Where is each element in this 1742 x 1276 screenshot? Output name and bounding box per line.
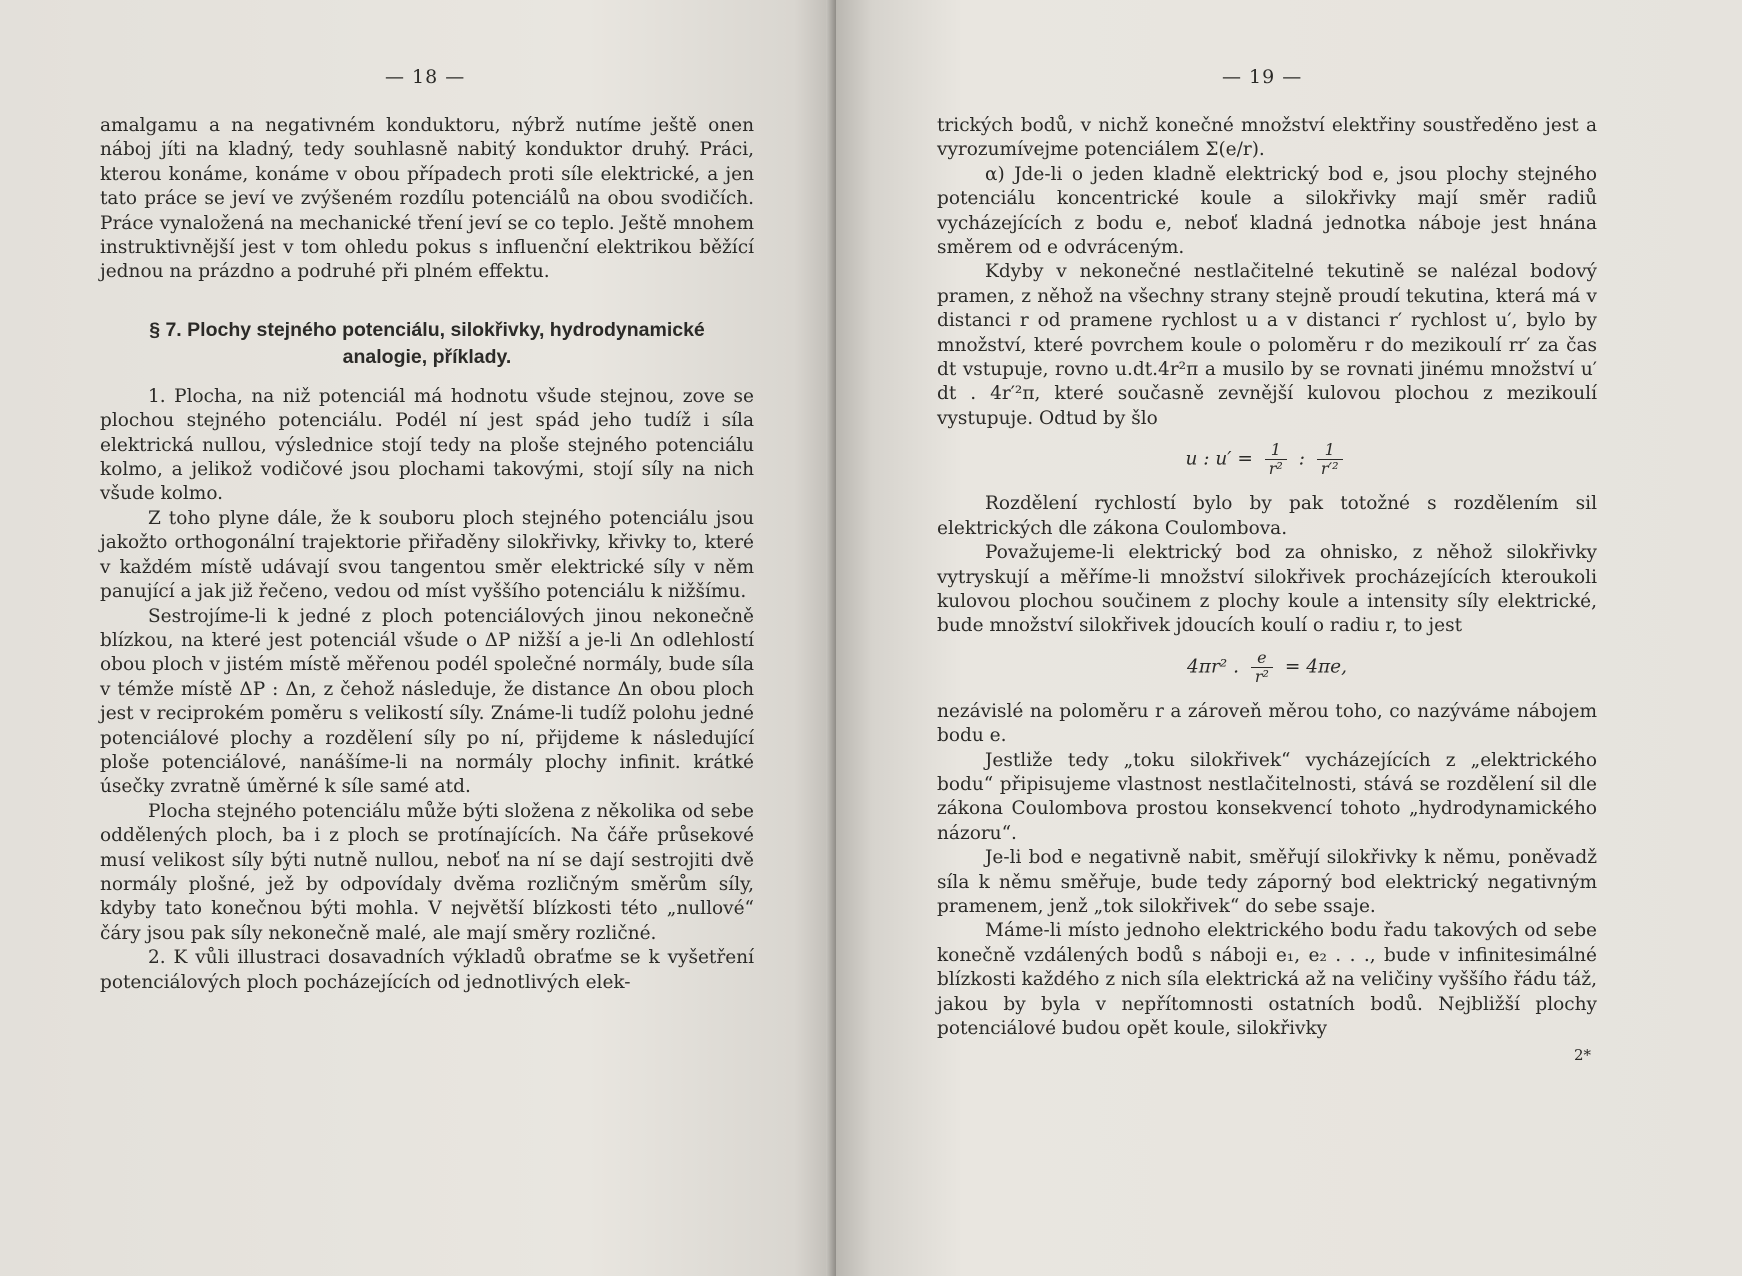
page-number-left: — 18 — [385,66,466,88]
page-number-right: — 19 — [1222,66,1303,88]
paragraph: Je-li bod e negativně nabit, směřují silokřivky k němu, poněvadž síla k němu směřuje, bude tedy záporný bod elektrický negativným pramenem, jenž „tok silokřivek“ do sebe ssaje. [937,847,1597,917]
heading-line: analogie, příklady. [342,345,512,368]
right-page [836,0,1742,1276]
paragraph: 2. K vůli illustraci dosavadních výkladů obraťme se k vyšetření potenciálových ploch pocházejících od jednotlivých elek- [100,947,754,993]
signature-mark: 2* [1573,1046,1591,1065]
equation-rhs: = 4πe, [1284,656,1347,678]
left-page [0,0,836,1276]
paragraph: Sestrojíme-li k jedné z ploch potenciálových jinou nekonečně blízkou, na které jest potenciál všude o ΔP nižší a je-li Δn odlehlostí obou ploch v jistém místě měřenou podél společné normály, bude síla v témže místě ΔP : Δn, z čehož následuje, že distance Δn obou ploch jest v reciprokém poměru s velikostí síly. Známe-li tudíž polohu jedné potenciálové plochy a rozdělení síly po ní, přijdeme k následující ploše potenciálové, nanášíme-li na normály plochy infinit. krátké úsečky zvratně úměrné k síle samé atd. [100,605,754,798]
right-page-body [937,114,1597,1068]
paragraph: amalgamu a na negativném konduktoru, nýbrž nutíme ještě onen náboj jíti na kladný, tedy souhlasně nabitý konduktor druhý. Práci, kterou konáme, konáme v obou případech proti síle elektrické, a jen tato práce se jeví ve zvýšeném rozdílu potenciálů na obou svodičích. Práce vynaložená na mechanické tření jeví se co teplo. Ještě mnohem instruktivnější jest v tom ohledu pokus s influenční elektrikou běžící jednou na prázdno a podruhé při plném effektu. [100,115,754,283]
ratio-sign: : [1298,448,1305,470]
equation-velocity-ratio [937,441,1597,478]
paragraph: Z toho plyne dále, že k souboru ploch stejného potenciálu jsou jakožto orthogonální trajektorie přiřaděny silokřivky, křivky to, které v každém místě udávají svou tangentou směr elektrické síly v něm panující a jak již řečeno, vedou od míst vyššího potenciálu k nižšímu. [100,507,754,603]
equation-flux [937,649,1597,686]
fraction [1317,441,1343,478]
fraction-numerator: 1 [1265,441,1287,460]
fraction [1251,649,1273,686]
paragraph: Rozdělení rychlostí bylo by pak totožné s rozdělením sil elektrických dle zákona Coulombova. [937,493,1597,539]
paragraph: Považujeme-li elektrický bod za ohnisko, z něhož silokřivky vytryskují a měříme-li množství silokřivek procházejících kteroukoli kulovou plochou součinem z plochy koule a intensity síly elektrické, bude množství silokřivek jdoucích koulí o radiu r, to jest [937,542,1597,637]
fraction-denominator: r² [1254,666,1269,686]
paragraph: nezávislé na poloměru r a zároveň měrou toho, co nazýváme nábojem bodu e. [937,700,1597,747]
equation-lhs: 4πr² . [1187,656,1239,678]
fraction [1265,441,1287,478]
heading-line: § 7. Plochy stejného potenciálu, silokřivky, hydrodynamické [149,318,705,341]
section-heading [100,317,754,371]
fraction-denominator: r² [1268,459,1283,479]
paragraph: trických bodů, v nichž konečné množství elektřiny soustředěno jest a vyrozumívejme potenciálem Σ(e/r). [937,115,1597,161]
fraction-numerator: e [1251,649,1273,668]
paragraph: α) Jde-li o jeden kladně elektrický bod e, jsou plochy stejného potenciálu koncentrické koule a silokřivky mají směr radiů vycházejících z bodu e, neboť kladná jednotka náboje jest hnána směrem od e odvráceným. [937,163,1597,259]
paragraph: Kdyby v nekonečné nestlačitelné tekutině se nalézal bodový pramen, z něhož na všechny strany stejně proudí tekutina, která má v distanci r od pramene rychlost u a v distanci r′ rychlost u′, bylo by množství, které povrchem koule o poloměru r do mezikoulí rr′ za čas dt vstupuje, rovno u.dt.4r²π a musilo by se rovnati jinému množství u′ dt . 4r′²π, které současně zevnější kulovou plochou z mezikoulí vystupuje. Odtud by šlo [937,261,1597,429]
paragraph: Plocha stejného potenciálu může býti složena z několika od sebe oddělených ploch, ba i z ploch se protínajících. Na čáře průsekové musí velikost síly býti nutně nullou, neboť na ní se dají sestrojiti dvě normály plošné, jež by odpovídaly dvěma rozličným směrům síly, kdyby tato konečnou býti mohla. V největší blízkosti této „nullové“ čáry jsou pak síly nekonečně malé, ale mají směry rozličné. [100,800,754,944]
paragraph: Máme-li místo jednoho elektrického bodu řadu takových od sebe konečně vzdálených bodů s náboji e₁, e₂ . . ., bude v infinitesimálné blízkosti každého z nich síla elektrická až na veličiny vyššího řádu táž, jakou by byla v nepřítomnosti ostatních bodů. Nejbližší plochy potenciálové budou opět koule, silokřivky [937,920,1597,1039]
equation-lhs: u : u′ = [1185,448,1253,470]
paragraph: 1. Plocha, na niž potenciál má hodnotu všude stejnou, zove se plochou stejného potenciálu. Podél ní jest spád jeho tudíž i síla elektrická nullou, výslednice stojí tedy na ploše stejného potenciálu kolmo, a jelikož vodičové jsou plochami takovými, stojí síly na nich všude kolmo. [100,385,754,505]
fraction-numerator: 1 [1317,441,1343,460]
fraction-denominator: r′² [1320,459,1339,479]
paragraph: Jestliže tedy „toku silokřivek“ vycházejících z „elektrického bodu“ připisujeme vlastnost nestlačitelnosti, stává se rozdělení sil dle zákona Coulombova prostou konsekvencí tohoto „hydrodynamického názoru“. [937,749,1597,844]
left-page-body [100,114,754,995]
